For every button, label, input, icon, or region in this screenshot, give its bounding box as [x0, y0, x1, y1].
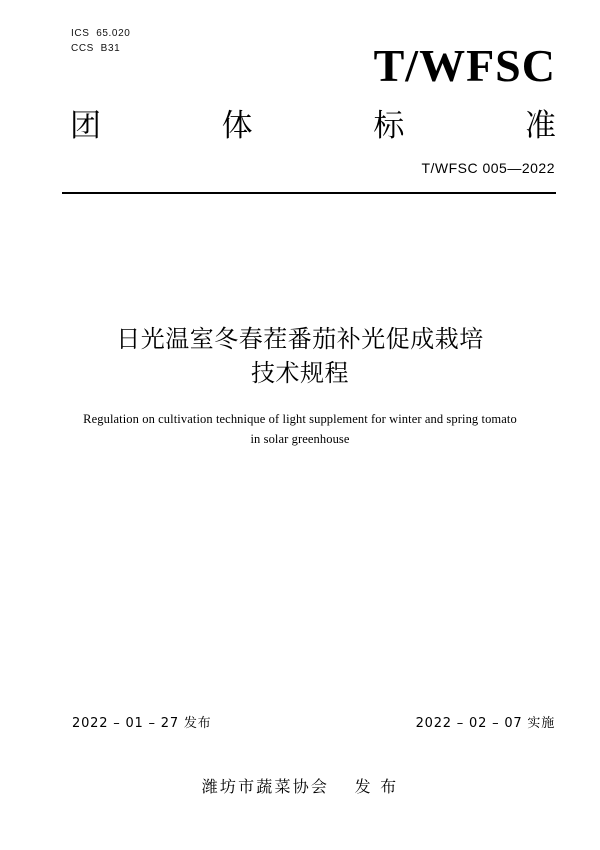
header-rule — [62, 192, 556, 194]
title-line-1: 日光温室冬春茬番茄补光促成栽培 — [116, 325, 484, 353]
banner-char-4: 准 — [524, 108, 556, 144]
title-line-2: 技术规程 — [251, 359, 349, 387]
subtitle-line-1: Regulation on cultivation technique of light supplement for winter and spring tomato — [83, 412, 517, 426]
subtitle-line-2: in solar greenhouse — [250, 432, 350, 446]
group-standard-banner — [70, 108, 556, 144]
document-subtitle-english — [50, 409, 550, 449]
banner-char-1: 团 — [70, 108, 101, 144]
effective-date: 2022 – 02 – 07 实施 — [415, 716, 555, 731]
issuing-organization: 潍坊市蔬菜协会 发 布 — [201, 777, 399, 796]
issue-date: 2022 – 01 – 27 发布 — [72, 716, 212, 731]
footer-date-row — [72, 712, 555, 731]
banner-char-3: 标 — [373, 108, 405, 144]
ics-code: ICS 65.020 — [71, 28, 131, 39]
document-title — [0, 322, 600, 390]
standard-number: T/WFSC 005—2022 — [421, 160, 555, 176]
organization-emblem: T/WFSC — [373, 40, 556, 91]
classification-codes — [71, 26, 130, 56]
banner-char-2: 体 — [221, 108, 253, 144]
ccs-code: CCS B31 — [71, 43, 121, 54]
